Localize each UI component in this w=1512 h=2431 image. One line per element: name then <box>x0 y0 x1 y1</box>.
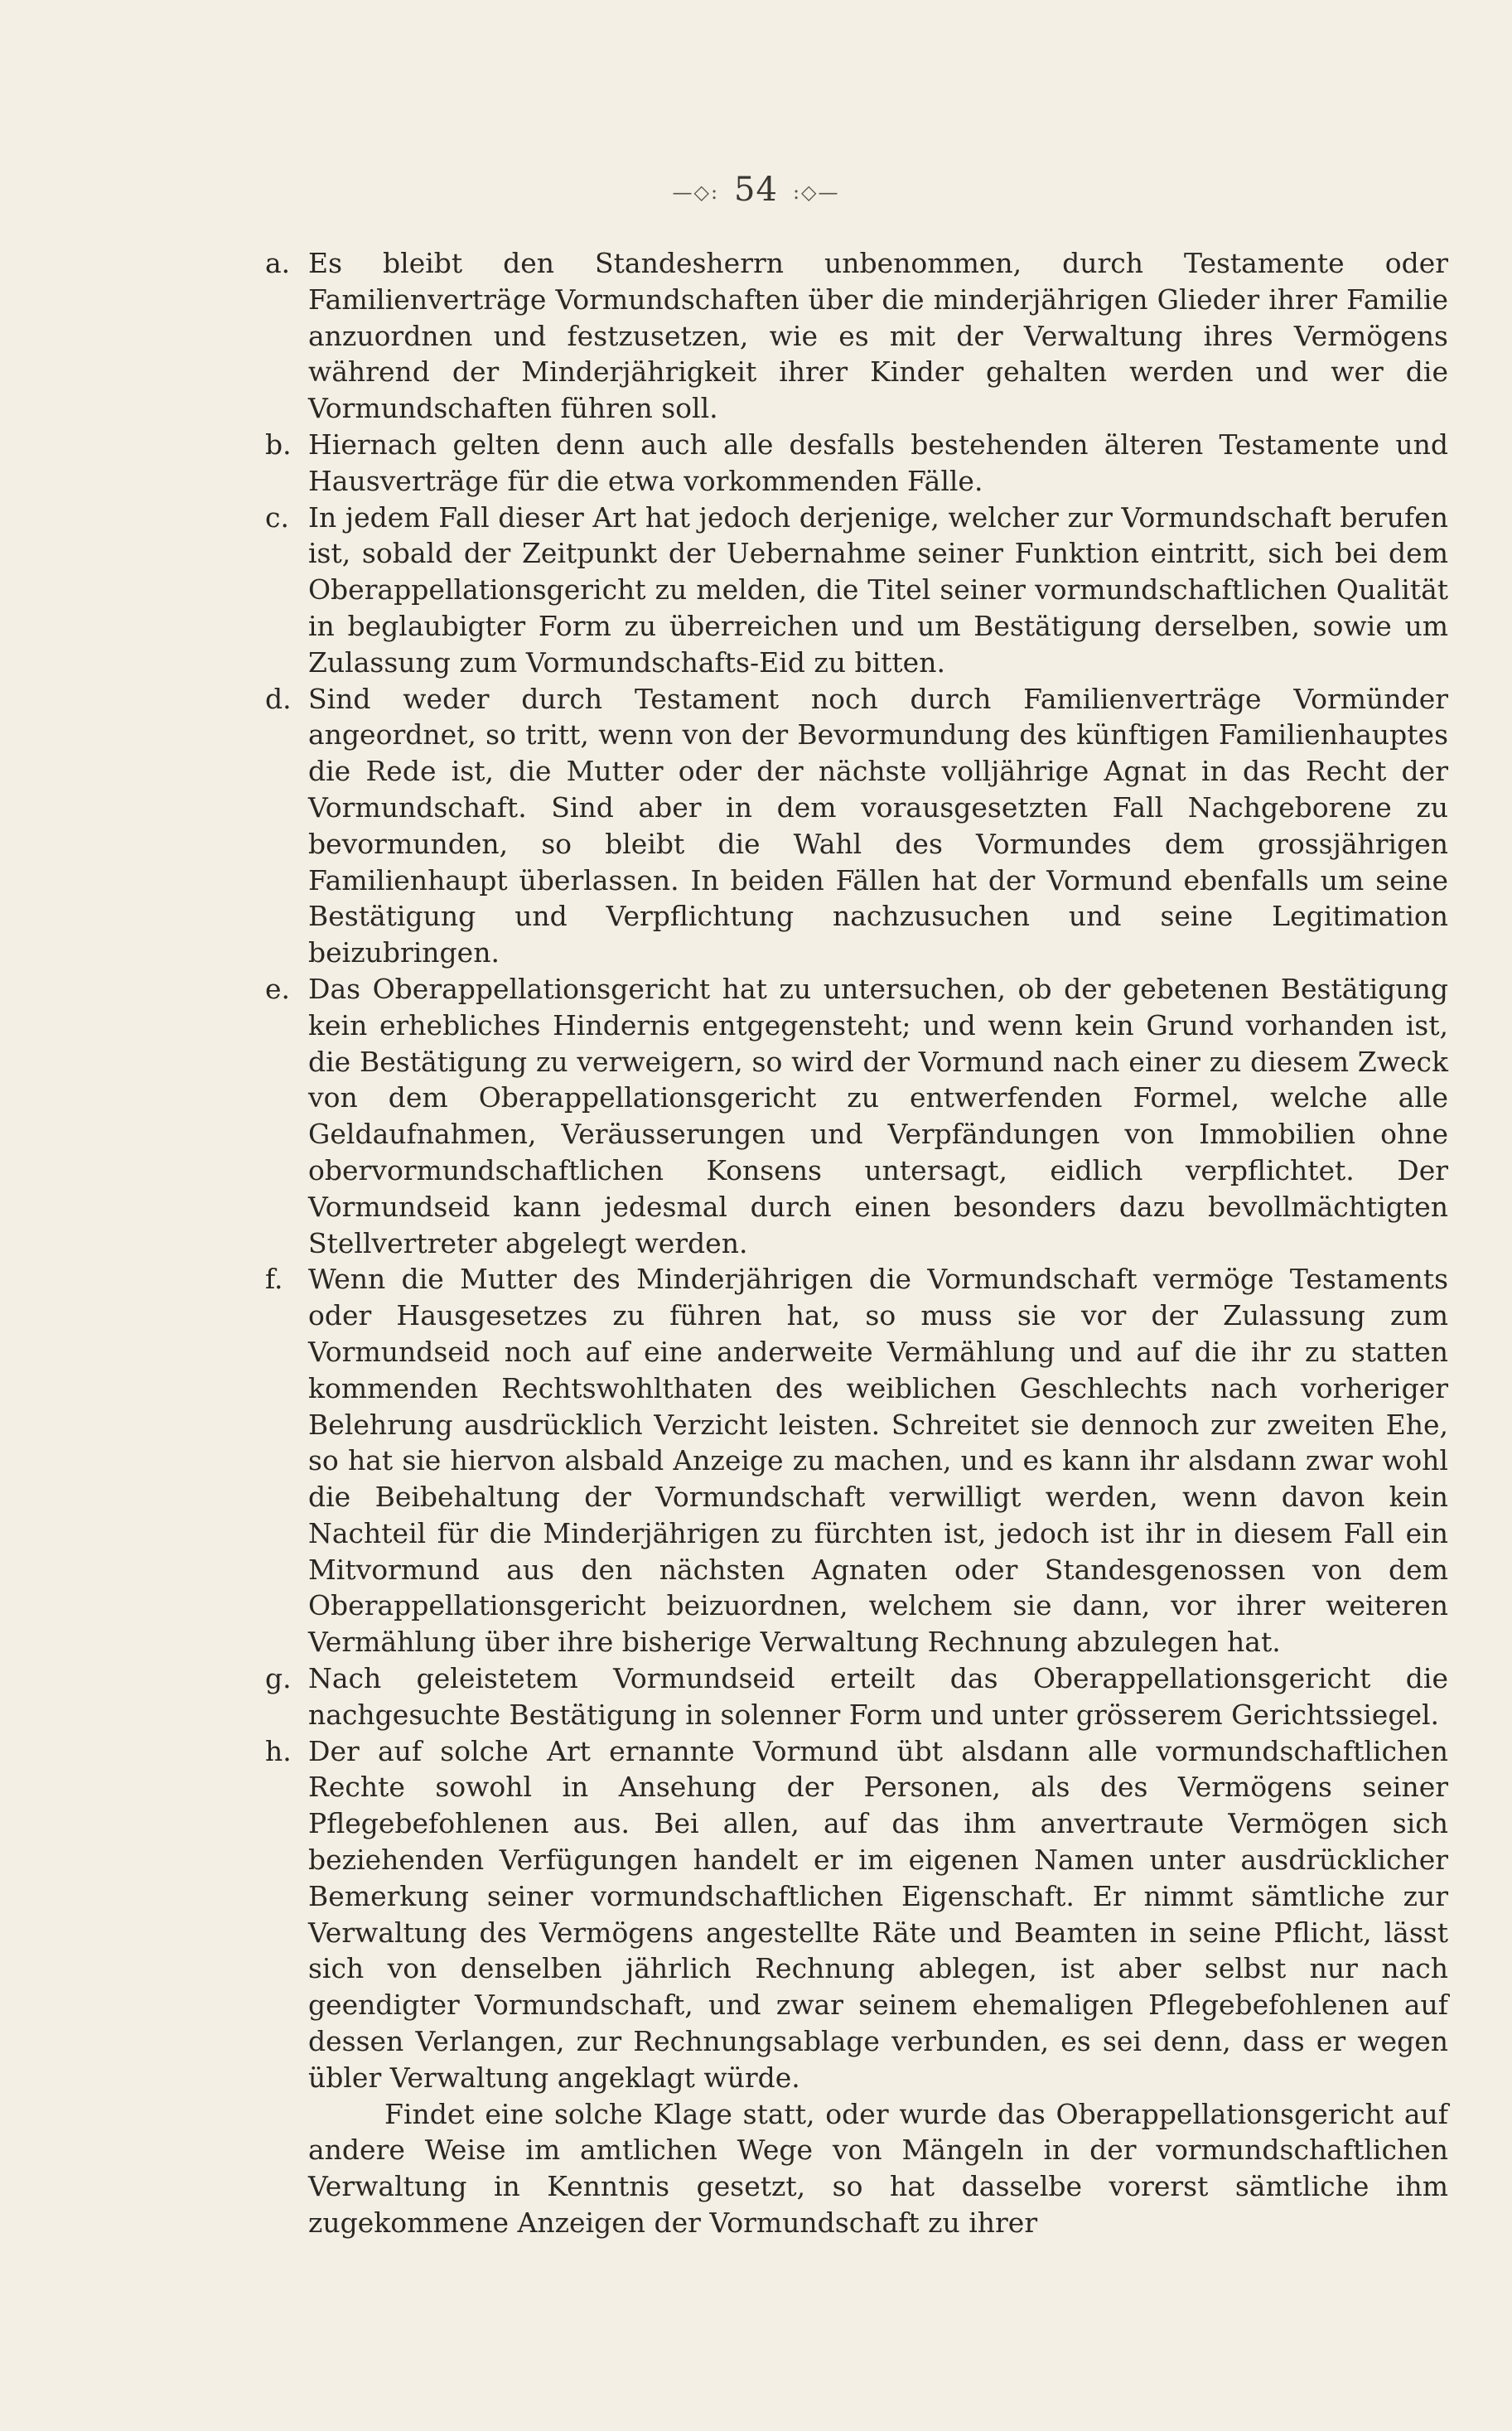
paragraph-c <box>265 500 1448 681</box>
item-text: In jedem Fall dieser Art hat jedoch derjenige, welcher zur Vormundschaft berufen ist, sobald der Zeitpunkt der Uebernahme seiner Funktion eintritt, sich bei dem Oberappellationsgericht zu melden, die Titel seiner vormundschaftlichen Qualität in beglaubigter Form zu überreichen und um Bestätigung derselben, sowie um Zulassung zum Vormundschafts-Eid zu bitten. <box>308 500 1448 679</box>
item-text: Das Oberappellationsgericht hat zu untersuchen, ob der gebetenen Bestätigung kein erhebliches Hindernis entgegensteht; und wenn kein Grund vorhanden ist, die Bestätigung zu verweigern, so wird der Vormund nach einer zu diesem Zweck von dem Oberappellationsgericht zu entwerfenden Formel, welche alle Geldaufnahmen, Veräusserungen und Verpfändungen von Immobilien ohne obervormundschaftlichen Konsens untersagt, eidlich verpflichtet. Der Vormundseid kann jedesmal durch einen besonders dazu bevollmächtigten Stellvertreter abgelegt werden. <box>308 972 1448 1259</box>
item-letter: g. <box>265 1662 292 1695</box>
paragraph-b <box>265 427 1448 500</box>
page-header <box>0 170 1512 212</box>
item-letter: c. <box>265 500 289 534</box>
item-text: Hiernach gelten denn auch alle desfalls bestehenden älteren Testamente und Hausverträge für die etwa vorkommenden Fälle. <box>308 428 1448 497</box>
item-letter: f. <box>265 1263 283 1296</box>
paragraph-h <box>265 1733 1448 2096</box>
item-letter: a. <box>265 247 291 279</box>
ornament-left: —◇: <box>672 181 720 204</box>
body-text <box>265 245 1448 2241</box>
paragraph-e <box>265 971 1448 1261</box>
item-text: Es bleibt den Standesherrn unbenommen, durch Testamente oder Familienverträge Vormundschaften über die minderjährigen Glieder ihrer Familie anzuordnen und festzusetzen, wie es mit der Verwaltung ihres Vermögens während der Minderjährigkeit ihrer Kinder gehalten werden und wer die Vormundschaften führen soll. <box>308 247 1448 425</box>
item-text: Nach geleistetem Vormundseid erteilt das Oberappellationsgericht die nachgesuchte Bestätigung in solenner Form und unter grösserem Gerichtssiegel. <box>308 1662 1448 1731</box>
page-number: 54 <box>734 171 778 209</box>
ornament-right: :◇— <box>792 181 840 204</box>
paragraph-g <box>265 1660 1448 1733</box>
item-letter: e. <box>265 972 291 1005</box>
item-letter: d. <box>265 682 292 715</box>
item-letter: b. <box>265 428 292 461</box>
paragraph-a <box>265 245 1448 427</box>
item-text: Wenn die Mutter des Minderjährigen die Vormundschaft vermöge Testaments oder Hausgesetzes zu führen hat, so muss sie vor der Zulassung zum Vormundseid noch auf eine anderweite Vermählung und auf die ihr zu statten kommenden Rechtswohlthaten des weiblichen Geschlechts nach vorheriger Belehrung ausdrücklich Verzicht leisten. Schreitet sie dennoch zur zweiten Ehe, so hat sie hiervon alsbald Anzeige zu machen, und es kann ihr alsdann zwar wohl die Beibehaltung der Vormundschaft verwilligt werden, wenn davon kein Nachteil für die Minderjährigen zu fürchten ist, jedoch ist ihr in diesem Fall ein Mitvormund aus den nächsten Agnaten oder Standesgenossen von dem Oberappellationsgericht beizuordnen, welchem sie dann, vor ihrer weiteren Vermählung über ihre bisherige Verwaltung Rechnung abzulegen hat. <box>308 1263 1448 1659</box>
paragraph-d <box>265 681 1448 971</box>
paragraph-continuation: Findet eine solche Klage statt, oder wurde das Oberappellationsgericht auf andere Weise im amtlichen Wege von Mängeln in der vormundschaftlichen Verwaltung in Kenntnis gesetzt, so hat dasselbe vorerst sämtliche ihm zugekommene Anzeigen der Vormundschaft zu ihrer <box>308 2097 1448 2240</box>
item-letter: h. <box>265 1734 292 1767</box>
item-text: Der auf solche Art ernannte Vormund übt alsdann alle vormundschaftlichen Rechte sowohl in Ansehung der Personen, als des Vermögens seiner Pflegebefohlenen aus. Bei allen, auf das ihm anvertraute Vermögen sich beziehenden Verfügungen handelt er im eigenen Namen unter ausdrücklicher Bemerkung seiner vormundschaftlichen Eigenschaft. Er nimmt sämtliche zur Verwaltung des Vermögens angestellte Räte und Beamten in seine Pflicht, lässt sich von denselben jährlich Rechnung ablegen, ist aber selbst nur nach geendigter Vormundschaft, und zwar seinem ehemaligen Pflegebefohlenen auf dessen Verlangen, zur Rechnungsablage verbunden, es sei denn, dass er wegen übler Verwaltung angeklagt würde. <box>308 1734 1448 2094</box>
paragraph-f <box>265 1261 1448 1660</box>
item-text: Sind weder durch Testament noch durch Familienverträge Vormünder angeordnet, so tritt, wenn von der Bevormundung des künftigen Familienhauptes die Rede ist, die Mutter oder der nächste volljährige Agnat in das Recht der Vormundschaft. Sind aber in dem vorausgesetzten Fall Nachgeborene zu bevormunden, so bleibt die Wahl des Vormundes dem grossjährigen Familienhaupt überlassen. In beiden Fällen hat der Vormund ebenfalls um seine Bestätigung und Verpflichtung nachzusuchen und seine Legitimation beizubringen. <box>308 682 1448 969</box>
